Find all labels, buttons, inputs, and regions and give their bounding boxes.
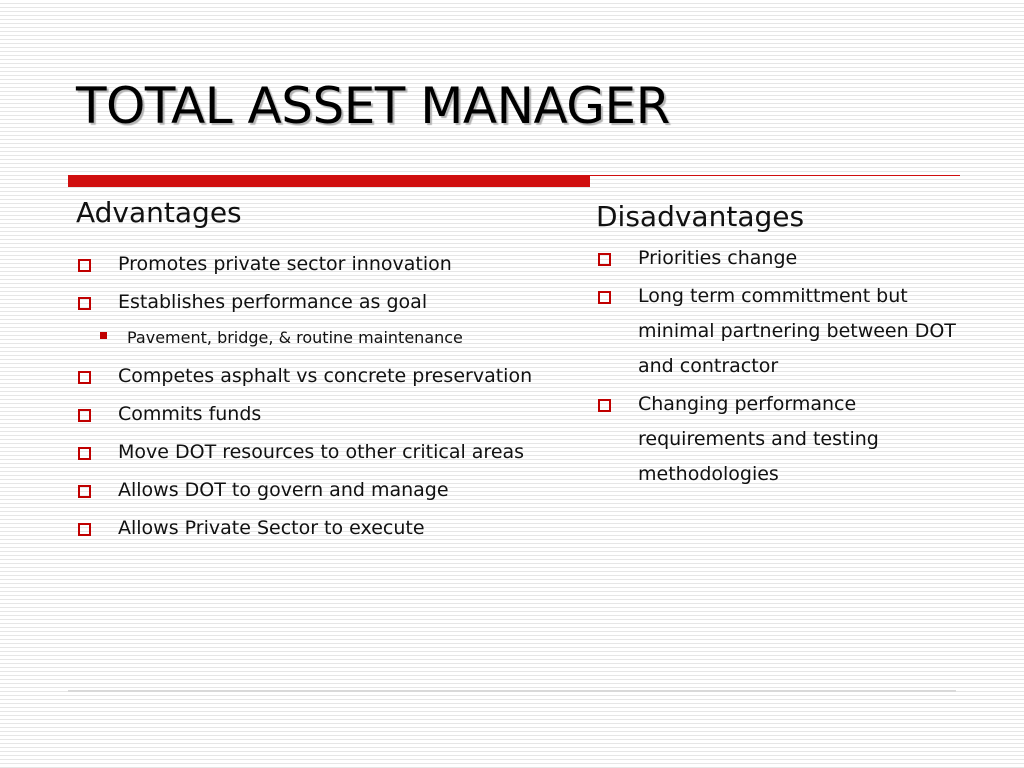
title-accent-bar	[68, 175, 590, 187]
list-item	[76, 511, 546, 546]
list-item-text: Allows Private Sector to execute	[118, 517, 425, 539]
hollow-square-bullet-icon	[78, 259, 91, 272]
hollow-square-bullet-icon	[78, 523, 91, 536]
disadvantages-list	[596, 241, 976, 492]
advantages-sub-list	[76, 323, 546, 353]
filled-square-bullet-icon	[100, 332, 107, 339]
sub-list-item	[76, 323, 546, 353]
list-item-text: Commits funds	[118, 403, 262, 425]
disadvantages-heading: Disadvantages	[596, 200, 805, 233]
hollow-square-bullet-icon	[78, 447, 91, 460]
list-item	[596, 279, 976, 384]
hollow-square-bullet-icon	[598, 291, 611, 304]
list-item	[76, 473, 546, 508]
list-item-text: Changing performance requirements and testing methodologies	[638, 393, 879, 485]
slide-title: TOTAL ASSET MANAGER	[76, 77, 670, 135]
list-item-text: Move DOT resources to other critical areas	[118, 441, 525, 463]
advantages-column	[76, 193, 546, 549]
list-item	[76, 435, 546, 470]
list-item	[76, 247, 546, 282]
hollow-square-bullet-icon	[78, 297, 91, 310]
hollow-square-bullet-icon	[78, 485, 91, 498]
hollow-square-bullet-icon	[78, 409, 91, 422]
hollow-square-bullet-icon	[78, 371, 91, 384]
hollow-square-bullet-icon	[598, 399, 611, 412]
list-item	[596, 387, 976, 492]
footer-divider	[68, 690, 956, 692]
list-item	[76, 397, 546, 432]
sub-list-item-text: Pavement, bridge, & routine maintenance	[127, 328, 463, 347]
hollow-square-bullet-icon	[598, 253, 611, 266]
list-item	[596, 241, 976, 276]
advantages-heading: Advantages	[76, 196, 242, 229]
advantages-list-continued	[76, 359, 546, 546]
list-item-text: Priorities change	[638, 247, 798, 269]
list-item-text: Competes asphalt vs concrete preservation	[118, 365, 533, 387]
list-item-text: Allows DOT to govern and manage	[118, 479, 449, 501]
list-item-text: Establishes performance as goal	[118, 291, 428, 313]
list-item	[76, 285, 546, 320]
title-accent-line	[590, 175, 960, 176]
disadvantages-column	[596, 197, 976, 495]
advantages-list	[76, 247, 546, 320]
list-item-text: Long term committment but minimal partnering between DOT and contractor	[638, 285, 956, 377]
list-item-text: Promotes private sector innovation	[118, 253, 452, 275]
list-item	[76, 359, 546, 394]
